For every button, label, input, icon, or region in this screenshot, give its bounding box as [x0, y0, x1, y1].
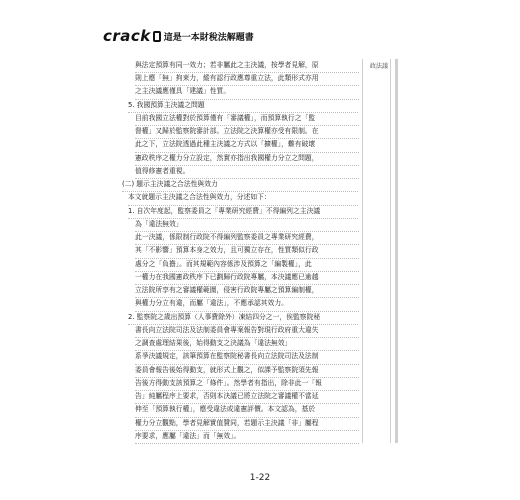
text-line: 此之下，立法院透過此種主決議之方式以「擴權」，難有破壞: [135, 138, 359, 152]
text-line: 之主決議應僅具「建議」性質。: [135, 85, 359, 99]
text-line: 為「違法無效」: [135, 218, 359, 232]
list-heading: 2. 監察院之歲出預算（人事費除外）凍結四分之一，俟監察院秘: [128, 311, 358, 325]
text-line: 督權」又歸於監察院審計部。立法院之決算權亦受有限制。在: [135, 125, 359, 139]
text-line: 告」純屬程序上要求，否則本決議已將立法院之審議權不當延: [135, 390, 359, 404]
text-line: 立法院所享有之審議權範圍，侵害行政院專屬之預算編制權，: [135, 284, 359, 298]
text-line: 伸至「預算執行權」，應受違法或違憲評價。本文認為，基於: [135, 403, 359, 417]
page-number: 1-22: [249, 473, 271, 483]
text-line: 則上應「無」拘束力，縱有認行政應尊重立法，此類形式亦用: [135, 72, 359, 86]
book-icon: [153, 31, 161, 42]
text-line: 一權力在我國憲政秩序下已劃歸行政院專屬，本決議應已逾越: [135, 271, 359, 285]
section-heading: (二) 題示主決議之合法性與效力: [122, 178, 358, 192]
brand-logo: crack: [103, 27, 151, 45]
text-line: 序要求，應屬「違法」而「無效」。: [135, 430, 359, 444]
text-line: 與法定預算有同一效力；若非屬此之主決議，按學者見解，原: [135, 59, 359, 73]
text-line: 值得修憲者重視。: [135, 165, 359, 179]
text-line: 委員會報告後始得動支，就形式上觀之，似課予監察院須先報: [135, 364, 359, 378]
text-line: 處分之「負擔」。而其規範內容係涉及預算之「編製權」，此: [135, 258, 359, 272]
margin-tag: 政法議: [369, 63, 388, 70]
text-line: 系爭決議規定，該筆預算在監察院秘書長向立法院司法及法制: [135, 350, 359, 364]
text-line: 此一決議，係限制行政院不得編列監察委員之專業研究經費，: [135, 231, 359, 245]
text-line: 之調查處理結果後，始得動支之決議為「違法無效」: [135, 337, 359, 351]
list-heading: 5. 我國預算主決議之問題: [128, 99, 358, 113]
text-line: 憲政秩序之權力分立設定，然實亦指出我國權力分立之問題，: [135, 152, 359, 166]
text-line: 告後方得動支該預算之「條件」。然學者有指出，除非此一「報: [135, 377, 359, 391]
text-line: 權力分立觀點，學者見解實值贊同，若題示主決議「非」屬程: [135, 417, 359, 431]
book-title: 這是一本財稅法解題書: [163, 32, 254, 43]
list-heading: 1. 自次年度起，監察委員之「專業研究經費」不得編列之主決議: [128, 205, 358, 219]
text-line: 本文就題示主決議之合法性與效力，分述如下：: [128, 191, 358, 205]
text-line: 與權力分立有違，而屬「違法」，不應承認其效力。: [135, 297, 359, 311]
text-line: 書長向立法院司法及法制委員會專案報告對現行政府重大違失: [135, 324, 359, 338]
text-line: 其「不影響」預算本身之效力，且可獨立存在，性質類似行政: [135, 244, 359, 258]
page-header: [103, 27, 254, 45]
margin-note-column: [362, 59, 398, 443]
text-column: [113, 59, 391, 443]
text-line: 目前我國立法權對於預算僅有「審議權」，而預算執行之「監: [135, 112, 359, 126]
